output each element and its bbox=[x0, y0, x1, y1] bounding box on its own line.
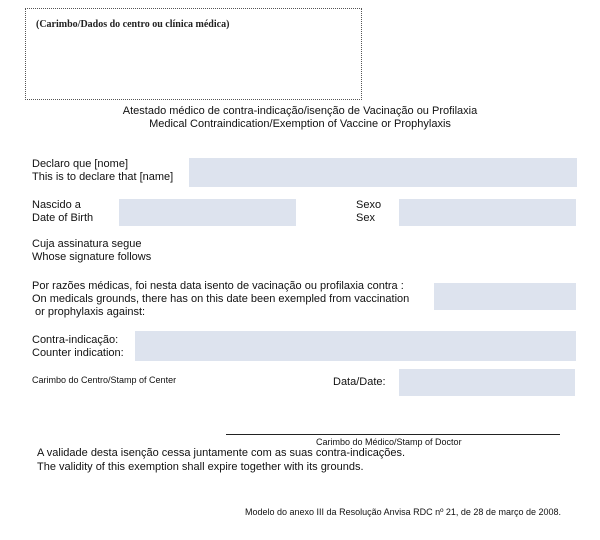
signature-label-pt: Cuja assinatura segue bbox=[32, 238, 142, 250]
contraindication-label-pt: Contra-indicação: bbox=[32, 334, 119, 346]
center-stamp-label: Carimbo do Centro/Stamp of Center bbox=[32, 375, 177, 385]
sex-label-pt: Sexo bbox=[356, 199, 382, 211]
name-field[interactable] bbox=[189, 158, 577, 187]
doctor-stamp-label: Carimbo do Médico/Stamp of Doctor bbox=[316, 437, 462, 447]
clinic-stamp-label: (Carimbo/Dados do centro ou clínica médica) bbox=[36, 19, 230, 30]
name-label-en: This is to declare that [name] bbox=[32, 171, 174, 183]
footer-note: Modelo do anexo III da Resolução Anvisa RDC nº 21, de 28 de março de 2008. bbox=[245, 507, 561, 517]
birth-label-en: Date of Birth bbox=[32, 212, 94, 224]
sex-label-en: Sex bbox=[356, 212, 375, 224]
contraindication-label-en: Counter indication: bbox=[32, 347, 124, 359]
exemption-against-field[interactable] bbox=[434, 283, 576, 310]
validity-text-en: The validity of this exemption shall expire together with its grounds. bbox=[37, 461, 364, 473]
date-label: Data/Date: bbox=[333, 376, 386, 388]
birth-date-field[interactable] bbox=[119, 199, 296, 226]
reasons-label-en-1: On medicals grounds, there has on this date been exempled from vaccination bbox=[32, 293, 410, 305]
signature-label-en: Whose signature follows bbox=[32, 251, 152, 263]
reasons-label-en-2: or prophylaxis against: bbox=[32, 306, 146, 318]
form-title-pt: Atestado médico de contra-indicação/isenção de Vacinação ou Profilaxia bbox=[122, 105, 478, 117]
clinic-stamp-box bbox=[25, 8, 362, 100]
name-label-pt: Declaro que [nome] bbox=[32, 158, 128, 170]
doctor-signature-line bbox=[226, 434, 560, 435]
date-field[interactable] bbox=[399, 369, 575, 396]
validity-text-pt: A validade desta isenção cessa juntamente com as suas contra-indicações. bbox=[37, 447, 406, 459]
reasons-label-pt: Por razões médicas, foi nesta data isento de vacinação ou profilaxia contra : bbox=[32, 280, 404, 292]
contraindication-field[interactable] bbox=[135, 331, 576, 361]
birth-label-pt: Nascido a bbox=[32, 199, 81, 211]
sex-field[interactable] bbox=[399, 199, 576, 226]
form-title-en: Medical Contraindication/Exemption of Vaccine or Prophylaxis bbox=[149, 118, 451, 130]
